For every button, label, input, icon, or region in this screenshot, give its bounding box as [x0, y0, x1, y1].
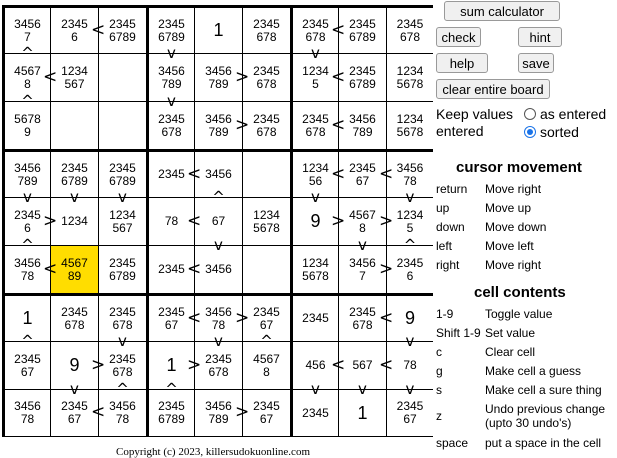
sudoku-cell-r1c5[interactable]	[195, 8, 242, 53]
inequality-sign: <	[379, 307, 394, 328]
inequality-sign: <	[379, 354, 394, 375]
cell-candidates: 2345 6789	[61, 160, 88, 188]
sudoku-cell-r2c6[interactable]	[243, 54, 290, 101]
sudoku-cell-r6c2[interactable]	[51, 246, 98, 293]
cell-candidates: 1234	[61, 214, 88, 228]
inequality-sign: <	[331, 19, 346, 40]
cell-candidates: 3456 789	[205, 399, 232, 426]
sudoku-cell-r5c6[interactable]	[243, 198, 290, 245]
cell-candidates: 2345 67	[14, 351, 41, 379]
cell-candidates: 2345 67	[349, 160, 376, 188]
inequality-sign-vertical: ^	[21, 44, 34, 62]
inequality-sign: >	[187, 354, 202, 375]
inequality-sign-vertical: v	[70, 188, 79, 206]
copyright-text: Copyright (c) 2023, killersudokuonline.com	[116, 446, 310, 458]
sudoku-cell-r3c2[interactable]	[51, 102, 98, 149]
sudoku-cell-r6c7[interactable]	[293, 246, 338, 293]
inequality-sign: <	[187, 307, 202, 328]
cell-candidates: 3456 78	[14, 255, 41, 283]
shortcut-key: Shift 1-9	[436, 326, 481, 340]
sudoku-cell-r3c3[interactable]	[99, 102, 146, 149]
shortcut-key: right	[436, 258, 460, 272]
cell-candidates: 456	[305, 358, 326, 372]
cell-candidates: 1234 567	[61, 63, 88, 91]
clear-board-button[interactable]: clear entire board	[436, 79, 550, 99]
cell-candidates: 2345 6	[61, 16, 88, 44]
shortcut-description: Make cell a guess	[485, 364, 582, 378]
inequality-sign: <	[187, 210, 202, 231]
sudoku-cell-r2c8[interactable]	[339, 54, 386, 101]
sudoku-cell-r9c1[interactable]	[5, 390, 50, 436]
cell-value: 1	[213, 20, 224, 40]
cell-candidates: 4567 89	[61, 255, 88, 283]
cell-candidates: 2345 67	[253, 399, 280, 426]
cell-candidates: 2345 67	[253, 304, 280, 332]
cell-candidates: 3456 7	[14, 16, 41, 44]
sudoku-cell-r9c6[interactable]	[243, 390, 290, 436]
inequality-sign: >	[235, 402, 250, 422]
shortcut-description: Clear cell	[485, 345, 536, 359]
cell-candidates: 1234 56	[302, 160, 329, 188]
cell-candidates: 2345 678	[109, 304, 136, 332]
shortcut-description: Move down	[485, 220, 547, 234]
radio-sorted[interactable]	[524, 126, 536, 138]
inequality-sign-vertical: v	[311, 44, 320, 62]
cell-candidates: 2345 678	[253, 63, 280, 91]
cell-candidates: 2345 678	[349, 304, 376, 332]
cell-candidates: 3456 789	[158, 63, 185, 91]
cell-candidates: 78	[164, 214, 179, 228]
inequality-sign-vertical: v	[167, 92, 176, 110]
shortcut-key: g	[436, 364, 443, 378]
cell-candidates: 2345 6789	[349, 16, 376, 44]
hint-button[interactable]: hint	[518, 27, 562, 47]
shortcut-key: s	[436, 383, 442, 397]
cell-candidates: 78	[403, 358, 417, 372]
sudoku-cell-r6c3[interactable]	[99, 246, 146, 293]
sudoku-cell-r4c6[interactable]	[243, 152, 290, 197]
sudoku-cell-r2c3[interactable]	[99, 54, 146, 101]
cell-candidates: 1234 5678	[253, 207, 280, 235]
inequality-sign-vertical: ^	[403, 236, 417, 254]
sudoku-cell-r7c2[interactable]	[51, 296, 98, 341]
cell-candidates: 3456	[205, 167, 232, 181]
inequality-sign: <	[331, 66, 346, 87]
check-button[interactable]: check	[436, 27, 481, 47]
cell-candidates: 1234 5	[302, 63, 329, 91]
inequality-sign-vertical: v	[311, 188, 320, 206]
inequality-sign-vertical: v	[70, 380, 79, 398]
cell-candidates: 3456 789	[349, 111, 376, 139]
inequality-sign-vertical: v	[214, 236, 223, 254]
inequality-sign: <	[91, 402, 106, 422]
shortcut-key: c	[436, 345, 442, 359]
inequality-sign-vertical: v	[311, 380, 320, 398]
shortcut-key: left	[436, 239, 453, 253]
inequality-sign-vertical: v	[358, 236, 367, 254]
sudoku-cell-r7c7[interactable]	[293, 296, 338, 341]
cell-candidates: 2345 6789	[109, 16, 136, 44]
cell-candidates: 67	[211, 214, 226, 228]
cell-candidates: 3456 7	[349, 255, 376, 283]
inequality-sign-vertical: v	[358, 380, 367, 398]
cell-candidates: 1234 5678	[396, 111, 424, 139]
save-button[interactable]: save	[518, 53, 554, 73]
shortcut-description: Undo previous change (upto 30 undo's)	[485, 402, 606, 430]
cell-candidates: 4567 8	[14, 63, 41, 91]
cell-candidates: 2345 6	[14, 207, 41, 235]
cell-candidates: 2345 678	[253, 111, 280, 139]
shortcut-description: put a space in the cell	[485, 436, 602, 450]
cell-candidates: 2345 6	[396, 255, 424, 283]
radio-sorted-label[interactable]: sorted	[540, 124, 579, 140]
cell-candidates: 1234 5678	[396, 63, 424, 91]
inequality-sign: <	[331, 163, 346, 184]
inequality-sign-vertical: v	[405, 188, 415, 206]
cell-candidates: 5678 9	[14, 111, 41, 139]
cell-value: 1	[357, 402, 368, 423]
keep-values-label: Keep values	[436, 106, 514, 122]
inequality-sign-vertical: v	[118, 332, 127, 350]
sudoku-cell-r1c8[interactable]	[339, 8, 386, 53]
cell-candidates: 3456 789	[14, 160, 41, 188]
radio-as-entered-label[interactable]: as entered	[540, 106, 607, 122]
inequality-sign-vertical: v	[405, 332, 415, 350]
cell-candidates: 4567 8	[349, 207, 376, 235]
shortcut-description: Move up	[485, 201, 532, 215]
cell-candidates: 2345 678	[205, 351, 232, 379]
sudoku-cell-r1c3[interactable]	[99, 8, 146, 53]
shortcut-description: Move right	[485, 258, 542, 272]
inequality-sign-vertical: ^	[260, 332, 273, 350]
cell-candidates: 2345 678	[109, 351, 136, 379]
inequality-sign: >	[43, 210, 58, 231]
cell-candidates: 2345 6789	[158, 16, 185, 44]
inequality-sign: >	[235, 66, 250, 87]
inequality-sign: <	[187, 258, 202, 279]
inequality-sign-vertical: v	[118, 188, 127, 206]
inequality-sign: >	[331, 210, 346, 231]
inequality-sign-vertical: v	[214, 332, 223, 350]
cell-candidates: 4567 8	[253, 351, 280, 379]
sudoku-cell-r6c6[interactable]	[243, 246, 290, 293]
cell-candidates: 2345 678	[302, 16, 329, 44]
cell-candidates: 567	[352, 358, 373, 372]
inequality-sign: <	[187, 163, 202, 184]
cell-value: 9	[310, 211, 321, 231]
shortcut-key: space	[436, 436, 469, 450]
inequality-sign: <	[43, 66, 58, 87]
inequality-sign: <	[379, 163, 394, 184]
cell-value: 9	[404, 308, 415, 328]
help-button[interactable]: help	[436, 53, 488, 73]
shortcut-description: Toggle value	[485, 307, 553, 321]
inequality-sign: >	[379, 210, 394, 231]
cell-candidates: 3456 78	[205, 304, 232, 332]
cell-candidates: 2345 6789	[109, 160, 136, 188]
cell-candidates: 2345 67	[61, 399, 88, 426]
inequality-sign-vertical: ^	[21, 92, 34, 110]
inequality-sign: <	[91, 19, 106, 40]
cell-candidates: 2345 678	[302, 111, 329, 139]
control-panel	[434, 0, 617, 458]
inequality-sign: <	[43, 258, 58, 279]
cell-candidates: 3456	[205, 262, 232, 276]
sudoku-cell-r1c9[interactable]	[387, 8, 433, 53]
cell-candidates: 3456 789	[205, 63, 232, 91]
cell-candidates: 3456 78	[109, 399, 136, 426]
inequality-sign: >	[91, 354, 106, 375]
cell-value: 1	[22, 308, 33, 328]
sum-calculator-button[interactable]: sum calculator	[444, 1, 560, 21]
inequality-sign-vertical: v	[23, 188, 32, 206]
cell-candidates: 2345 678	[253, 16, 280, 44]
sudoku-cell-r1c6[interactable]	[243, 8, 290, 53]
shortcut-key: z	[436, 409, 442, 423]
shortcut-key: 1-9	[436, 307, 454, 321]
inequality-sign-vertical: ^	[21, 332, 34, 350]
cell-candidates: 2345 67	[158, 304, 185, 332]
shortcut-key: return	[436, 182, 468, 196]
inequality-sign-vertical: ^	[21, 236, 34, 254]
cell-value: 1	[166, 355, 177, 375]
inequality-sign: >	[379, 258, 394, 279]
cell-candidates: 2345	[158, 167, 185, 181]
cell-contents-heading: cell contents	[474, 284, 566, 301]
cell-candidates: 2345	[302, 405, 329, 420]
sudoku-cell-r3c6[interactable]	[243, 102, 290, 149]
cell-candidates: 2345	[302, 311, 329, 325]
cell-candidates: 2345 6789	[158, 399, 185, 426]
cell-candidates: 1234 567	[109, 207, 136, 235]
cell-candidates: 1234 5	[396, 207, 424, 235]
inequality-sign-vertical: ^	[212, 188, 225, 206]
cell-candidates: 2345 67	[396, 399, 424, 426]
shortcut-description: Set value	[485, 326, 536, 340]
inequality-sign: <	[331, 114, 346, 135]
sudoku-cell-r3c9[interactable]	[387, 102, 433, 149]
cell-candidates: 2345 678	[396, 16, 424, 44]
cell-value: 9	[69, 355, 80, 375]
keep-values-label-2: entered	[436, 123, 484, 139]
cell-candidates: 2345 6789	[109, 255, 136, 283]
inequality-sign-vertical: v	[167, 44, 176, 62]
sudoku-board	[2, 5, 433, 437]
cell-candidates: 2345 678	[61, 304, 88, 332]
sudoku-cell-r2c9[interactable]	[387, 54, 433, 101]
inequality-sign: >	[235, 307, 250, 328]
sudoku-cell-r3c8[interactable]	[339, 102, 386, 149]
shortcut-description: Move left	[485, 239, 534, 253]
cell-candidates: 2345 678	[158, 111, 185, 139]
shortcut-description: Move right	[485, 182, 542, 196]
inequality-sign-vertical: v	[405, 380, 415, 398]
cursor-movement-heading: cursor movement	[456, 159, 582, 176]
shortcut-key: up	[436, 201, 450, 215]
inequality-sign: <	[331, 354, 346, 375]
inequality-sign-vertical: ^	[165, 380, 178, 398]
cell-candidates: 2345	[158, 262, 185, 276]
inequality-sign-vertical: ^	[116, 380, 129, 398]
sudoku-cell-r2c2[interactable]	[51, 54, 98, 101]
cell-candidates: 3456 78	[396, 160, 424, 188]
cell-candidates: 2345 6789	[349, 63, 376, 91]
cell-candidates: 3456 789	[205, 111, 232, 139]
cell-candidates: 1234 5678	[302, 255, 329, 283]
radio-as-entered[interactable]	[524, 108, 536, 120]
inequality-sign: >	[235, 114, 250, 135]
shortcut-key: down	[436, 220, 465, 234]
shortcut-description: Make cell a sure thing	[485, 383, 602, 397]
cell-candidates: 3456 78	[14, 399, 41, 426]
